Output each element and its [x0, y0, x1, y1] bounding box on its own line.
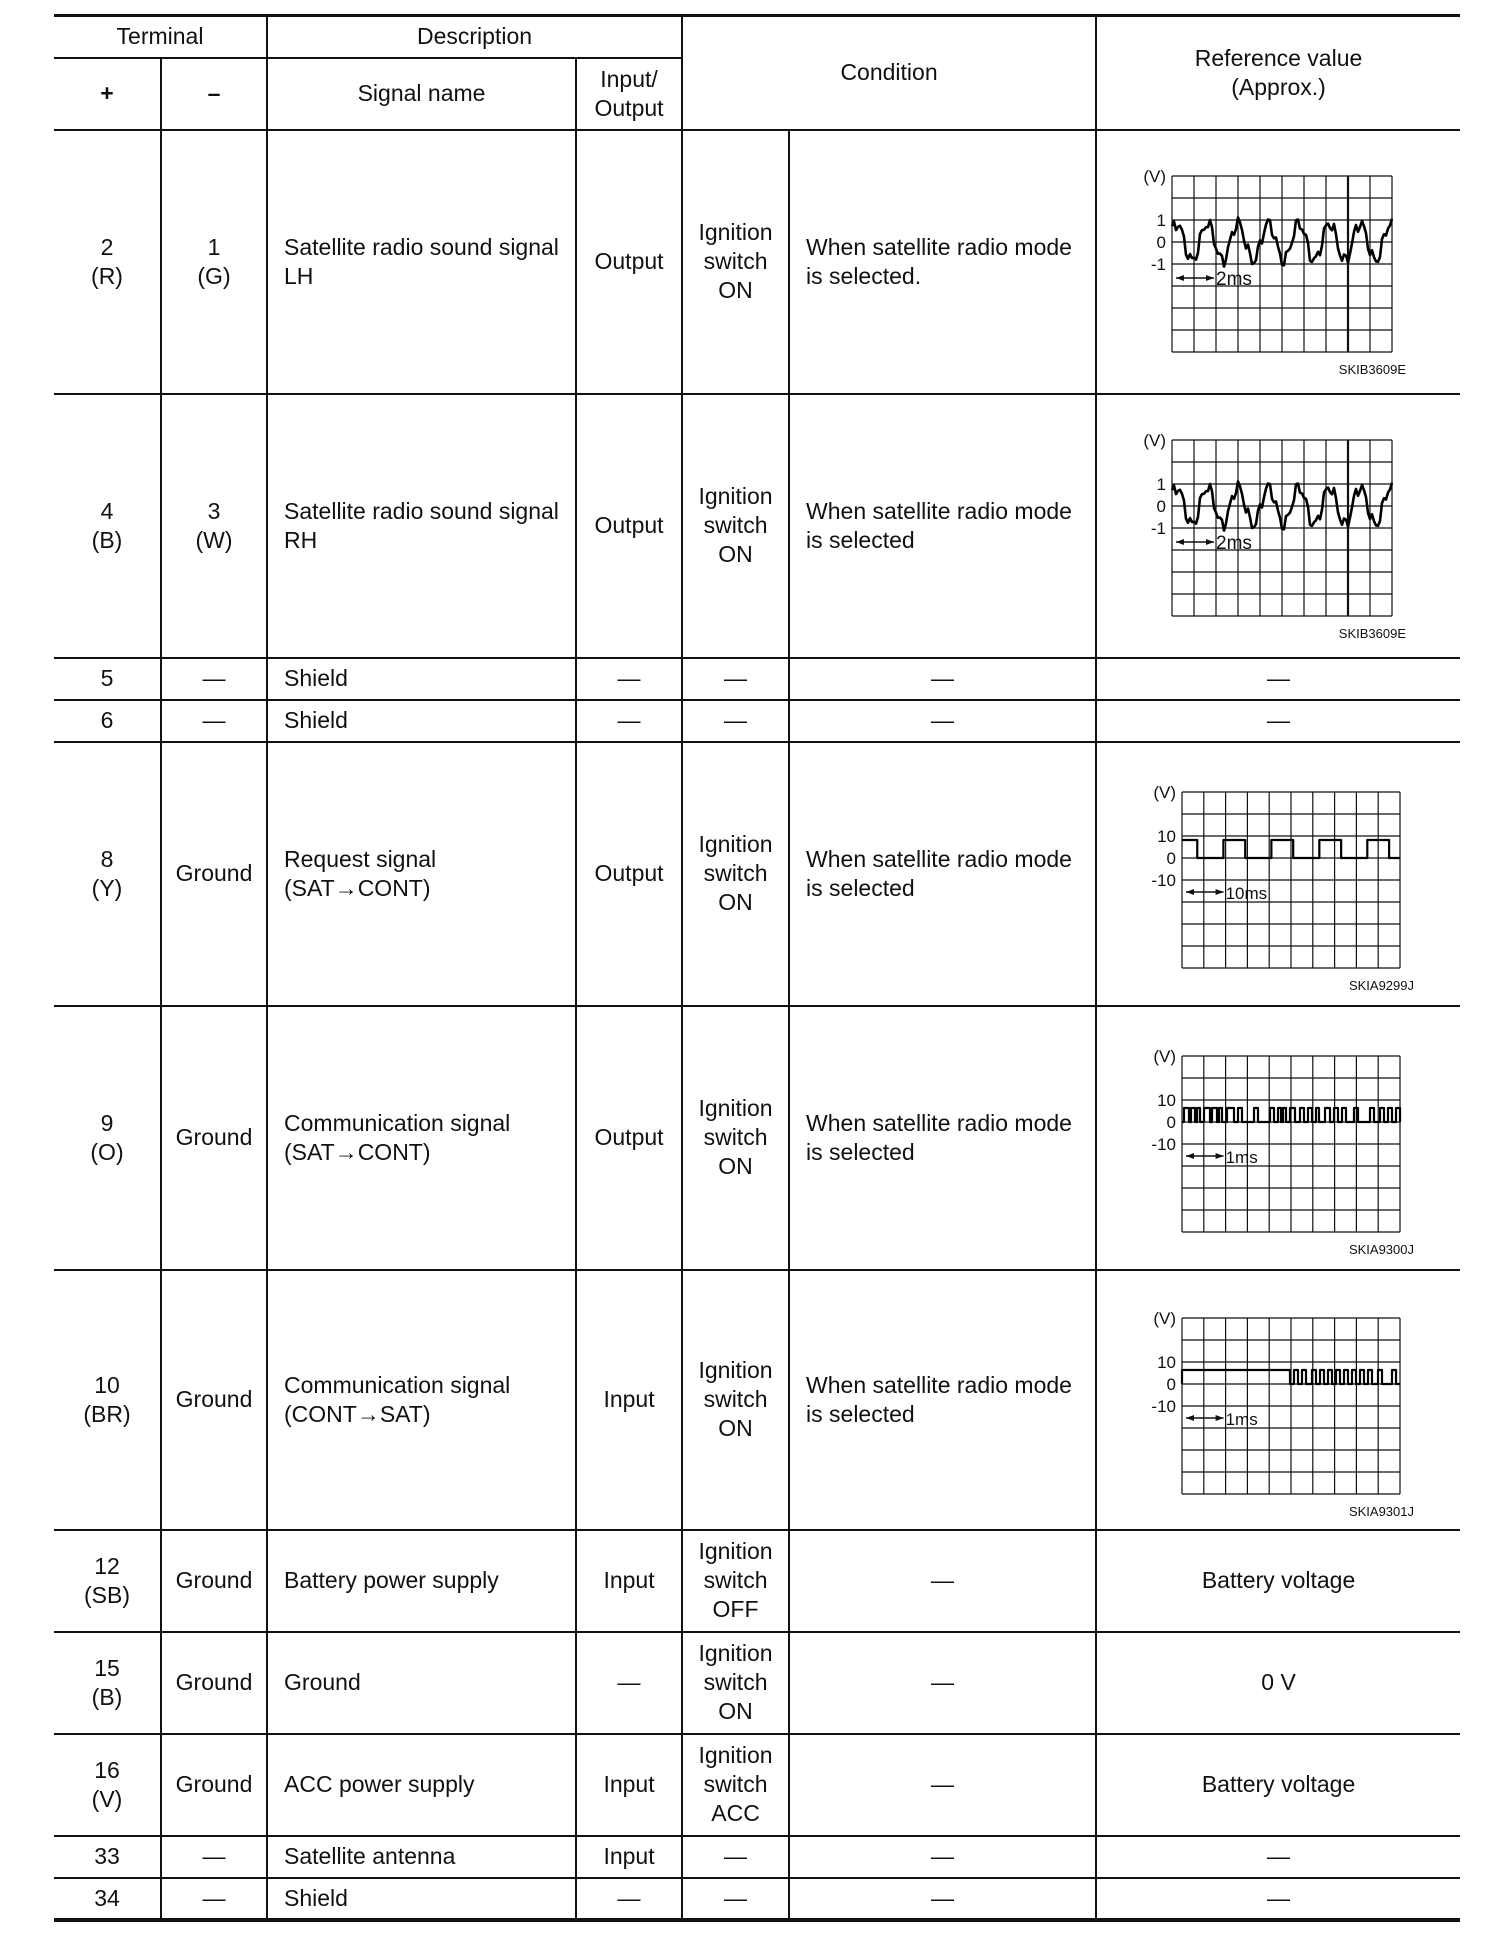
signal-name: Communication signal (SAT→CONT) [267, 1006, 576, 1270]
table-row [54, 1270, 1460, 1530]
ignition-switch: Ignition switch ON [682, 1632, 789, 1734]
y-tick-label: 10 [1156, 1352, 1176, 1372]
waveform-audio [1114, 144, 1444, 380]
table-row [54, 394, 1460, 658]
reference-waveform [1096, 130, 1460, 394]
condition: — [789, 1530, 1096, 1632]
figure-code: SKIB3609E [1338, 361, 1406, 377]
waveform-grid [1182, 1056, 1400, 1232]
ignition-switch: Ignition switch ON [682, 1270, 789, 1530]
terminal-reference-table [54, 14, 1460, 1922]
y-tick-label: 10 [1156, 1090, 1176, 1110]
input-output: Output [576, 394, 682, 658]
signal-name: Satellite radio sound signal LH [267, 130, 576, 394]
signal-name: Shield [267, 1878, 576, 1920]
reference-value: 0 V [1096, 1632, 1460, 1734]
terminal-minus: — [161, 658, 267, 700]
table-row [54, 700, 1460, 742]
terminal-minus: Ground [161, 1632, 267, 1734]
ignition-switch: Ignition switch ON [682, 394, 789, 658]
terminal-minus: Ground [161, 1006, 267, 1270]
input-output: Input [576, 1734, 682, 1836]
reference-waveform [1096, 742, 1460, 1006]
reference-value: Battery voltage [1096, 1734, 1460, 1836]
signal-name: Shield [267, 658, 576, 700]
signal-name: ACC power supply [267, 1734, 576, 1836]
header-plus: + [54, 58, 161, 130]
input-output: Output [576, 130, 682, 394]
terminal-plus: 6 [54, 700, 161, 742]
figure-code: SKIB3609E [1338, 625, 1406, 641]
y-tick-label: 0 [1166, 1374, 1176, 1394]
y-tick-label: -10 [1150, 870, 1176, 890]
input-output: Input [576, 1270, 682, 1530]
figure-code: SKIA9301J [1348, 1503, 1414, 1518]
reference-value: — [1096, 700, 1460, 742]
input-output: Output [576, 1006, 682, 1270]
y-unit-label: (V) [1142, 430, 1166, 450]
condition: — [789, 1878, 1096, 1920]
ignition-switch: — [682, 700, 789, 742]
terminal-minus: Ground [161, 1270, 267, 1530]
condition: When satellite radio mode is selected [789, 742, 1096, 1006]
terminal-plus: 8 (Y) [54, 742, 161, 1006]
input-output: — [576, 1878, 682, 1920]
y-tick-label: 0 [1156, 496, 1166, 516]
terminal-minus: Ground [161, 1530, 267, 1632]
time-scale-label: 2ms [1215, 532, 1252, 554]
terminal-minus: — [161, 1836, 267, 1878]
terminal-plus: 4 (B) [54, 394, 161, 658]
y-unit-label: (V) [1142, 166, 1166, 186]
condition: When satellite radio mode is selected [789, 1006, 1096, 1270]
signal-name: Satellite radio sound signal RH [267, 394, 576, 658]
signal-name: Request signal (SAT→CONT) [267, 742, 576, 1006]
time-scale-label: 1ms [1225, 1147, 1258, 1167]
y-tick-label: 0 [1166, 848, 1176, 868]
terminal-minus: 1 (G) [161, 130, 267, 394]
terminal-plus: 33 [54, 1836, 161, 1878]
table-body [54, 130, 1460, 1920]
y-tick-label: 1 [1156, 474, 1166, 494]
terminal-minus: Ground [161, 1734, 267, 1836]
table-row [54, 1006, 1460, 1270]
table-row [54, 742, 1460, 1006]
signal-name: Satellite antenna [267, 1836, 576, 1878]
reference-waveform [1096, 1006, 1460, 1270]
terminal-minus: Ground [161, 742, 267, 1006]
waveform-comm_in [1114, 1282, 1444, 1518]
terminal-plus: 12 (SB) [54, 1530, 161, 1632]
header-condition: Condition [682, 16, 1096, 130]
ignition-switch: Ignition switch OFF [682, 1530, 789, 1632]
header-signal-name: Signal name [267, 58, 576, 130]
reference-waveform [1096, 394, 1460, 658]
time-scale-label: 10ms [1225, 883, 1267, 903]
condition: When satellite radio mode is selected [789, 394, 1096, 658]
reference-waveform [1096, 1270, 1460, 1530]
waveform-audio [1114, 408, 1444, 644]
terminal-minus: 3 (W) [161, 394, 267, 658]
terminal-plus: 2 (R) [54, 130, 161, 394]
table-row [54, 1734, 1460, 1836]
input-output: Output [576, 742, 682, 1006]
table-row [54, 1632, 1460, 1734]
header-description: Description [267, 16, 682, 58]
terminal-plus: 9 (O) [54, 1006, 161, 1270]
waveform-grid [1182, 792, 1400, 968]
waveform-square [1114, 756, 1444, 992]
condition: When satellite radio mode is selected [789, 1270, 1096, 1530]
terminal-plus: 5 [54, 658, 161, 700]
header-minus: – [161, 58, 267, 130]
ignition-switch: — [682, 1836, 789, 1878]
terminal-plus: 16 (V) [54, 1734, 161, 1836]
y-tick-label: 0 [1156, 232, 1166, 252]
y-tick-label: -10 [1150, 1134, 1176, 1154]
terminal-plus: 15 (B) [54, 1632, 161, 1734]
header-input-output: Input/ Output [576, 58, 682, 130]
ignition-switch: — [682, 658, 789, 700]
condition: — [789, 1734, 1096, 1836]
header-reference-value: Reference value (Approx.) [1096, 16, 1460, 130]
y-unit-label: (V) [1152, 1308, 1176, 1328]
ignition-switch: Ignition switch ACC [682, 1734, 789, 1836]
input-output: Input [576, 1530, 682, 1632]
y-unit-label: (V) [1152, 782, 1176, 802]
condition: — [789, 1632, 1096, 1734]
y-unit-label: (V) [1152, 1046, 1176, 1066]
table-row [54, 130, 1460, 394]
ignition-switch: — [682, 1878, 789, 1920]
input-output: — [576, 700, 682, 742]
terminal-plus: 10 (BR) [54, 1270, 161, 1530]
time-scale-label: 2ms [1215, 268, 1252, 290]
header-terminal: Terminal [54, 16, 267, 58]
signal-name: Battery power supply [267, 1530, 576, 1632]
y-tick-label: -1 [1150, 254, 1166, 274]
time-scale-label: 1ms [1225, 1409, 1258, 1429]
terminal-minus: — [161, 700, 267, 742]
table-row [54, 1836, 1460, 1878]
y-tick-label: 10 [1156, 826, 1176, 846]
signal-name: Ground [267, 1632, 576, 1734]
input-output: — [576, 1632, 682, 1734]
input-output: — [576, 658, 682, 700]
reference-value: — [1096, 1836, 1460, 1878]
terminal-minus: — [161, 1878, 267, 1920]
table-row [54, 1530, 1460, 1632]
reference-value: — [1096, 1878, 1460, 1920]
y-tick-label: 0 [1166, 1112, 1176, 1132]
y-tick-label: 1 [1156, 210, 1166, 230]
condition: — [789, 1836, 1096, 1878]
waveform-trace [1182, 1370, 1400, 1384]
ignition-switch: Ignition switch ON [682, 1006, 789, 1270]
table-row [54, 1878, 1460, 1920]
signal-name: Shield [267, 700, 576, 742]
condition: When satellite radio mode is selected. [789, 130, 1096, 394]
condition: — [789, 658, 1096, 700]
figure-code: SKIA9300J [1348, 1241, 1414, 1256]
reference-value: Battery voltage [1096, 1530, 1460, 1632]
condition: — [789, 700, 1096, 742]
waveform-comm_out [1114, 1020, 1444, 1256]
terminal-plus: 34 [54, 1878, 161, 1920]
table-row [54, 658, 1460, 700]
signal-name: Communication signal (CONT→SAT) [267, 1270, 576, 1530]
y-tick-label: -10 [1150, 1396, 1176, 1416]
reference-value: — [1096, 658, 1460, 700]
figure-code: SKIA9299J [1348, 977, 1414, 992]
y-tick-label: -1 [1150, 518, 1166, 538]
waveform-grid [1182, 1318, 1400, 1494]
ignition-switch: Ignition switch ON [682, 130, 789, 394]
waveform-trace [1182, 1108, 1400, 1122]
ignition-switch: Ignition switch ON [682, 742, 789, 1006]
input-output: Input [576, 1836, 682, 1878]
